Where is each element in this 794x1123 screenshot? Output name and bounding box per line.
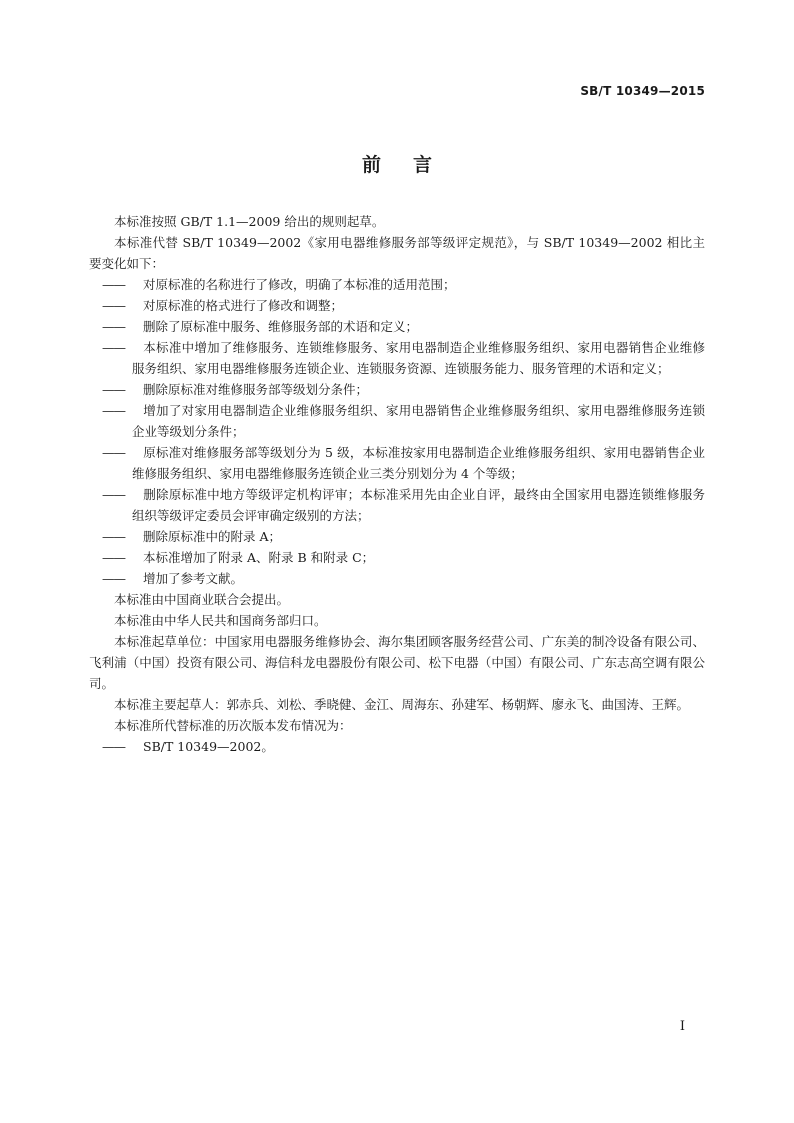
dash-marker: —— (102, 487, 125, 502)
dash-marker: —— (102, 550, 125, 565)
change-item (89, 316, 705, 337)
dash-marker: —— (102, 382, 125, 397)
change-item-text: 原标准对维修服务部等级划分为 5 级，本标准按家用电器制造企业维修服务组织、家用电器销售企业维修服务组织、家用电器维修服务连锁企业三类分别划分为 4 个等级； (132, 445, 705, 481)
previous-version-text: SB/T 10349—2002。 (143, 739, 274, 754)
change-item-text: 本标准中增加了维修服务、连锁维修服务、家用电器制造企业维修服务组织、家用电器销售企业维修服务组织、家用电器维修服务连锁企业、连锁服务资源、连锁服务能力、服务管理的术语和定义； (132, 340, 705, 376)
change-item (89, 526, 705, 547)
change-item (89, 442, 705, 484)
intro-paragraph: 本标准代替 SB/T 10349—2002《家用电器维修服务部等级评定规范》，与 SB/T 10349—2002 相比主要变化如下： (89, 235, 705, 271)
previous-version-item (89, 736, 705, 757)
change-item-text: 本标准增加了附录 A、附录 B 和附录 C； (143, 550, 375, 565)
dash-marker: —— (102, 571, 125, 586)
proposer-paragraph: 本标准由中国商业联合会提出。 (114, 592, 290, 607)
change-item (89, 379, 705, 400)
page-number: I (679, 1019, 685, 1034)
change-item (89, 400, 705, 442)
dash-marker: —— (102, 340, 125, 355)
change-item (89, 484, 705, 526)
foreword-body (89, 211, 705, 757)
drafters-paragraph: 本标准主要起草人：郭赤兵、刘松、季晓健、金江、周海东、孙建军、杨朝辉、廖永飞、曲国涛、王辉。 (114, 697, 690, 712)
change-item-text: 删除原标准对维修服务部等级划分条件； (143, 382, 369, 397)
change-item-text: 删除了原标准中服务、维修服务部的术语和定义； (143, 319, 419, 334)
change-item-text: 对原标准的格式进行了修改和调整； (143, 298, 344, 313)
dash-marker: —— (102, 529, 125, 544)
administrator-paragraph: 本标准由中华人民共和国商务部归口。 (114, 613, 327, 628)
drafting-units-paragraph: 本标准起草单位：中国家用电器服务维修协会、海尔集团顾客服务经营公司、广东美的制冷设备有限公司、飞利浦（中国）投资有限公司、海信科龙电器股份有限公司、松下电器（中国）有限公司、广东志高空调有限公司。 (89, 634, 705, 691)
standard-code-header: SB/T 10349—2015 (580, 84, 705, 98)
change-item-text: 增加了对家用电器制造企业维修服务组织、家用电器销售企业维修服务组织、家用电器维修服务连锁企业等级划分条件； (132, 403, 705, 439)
dash-marker: —— (102, 298, 125, 313)
dash-marker: —— (102, 445, 125, 460)
change-item (89, 274, 705, 295)
intro-paragraph: 本标准按照 GB/T 1.1—2009 给出的规则起草。 (114, 214, 385, 229)
change-item (89, 568, 705, 589)
dash-marker: —— (102, 319, 125, 334)
change-item (89, 547, 705, 568)
change-item-text: 删除原标准中地方等级评定机构评审；本标准采用先由企业自评，最终由全国家用电器连锁维修服务组织等级评定委员会评审确定级别的方法； (132, 487, 705, 523)
dash-marker: —— (102, 277, 125, 292)
change-item (89, 295, 705, 316)
dash-marker: —— (102, 403, 125, 418)
change-item (89, 337, 705, 379)
dash-marker: —— (102, 739, 125, 754)
change-item-text: 对原标准的名称进行了修改，明确了本标准的适用范围； (143, 277, 456, 292)
change-item-text: 删除原标准中的附录 A； (143, 529, 282, 544)
version-history-paragraph: 本标准所代替标准的历次版本发布情况为： (114, 718, 352, 733)
page-title: 前言 (361, 154, 464, 176)
change-item-text: 增加了参考文献。 (143, 571, 244, 586)
